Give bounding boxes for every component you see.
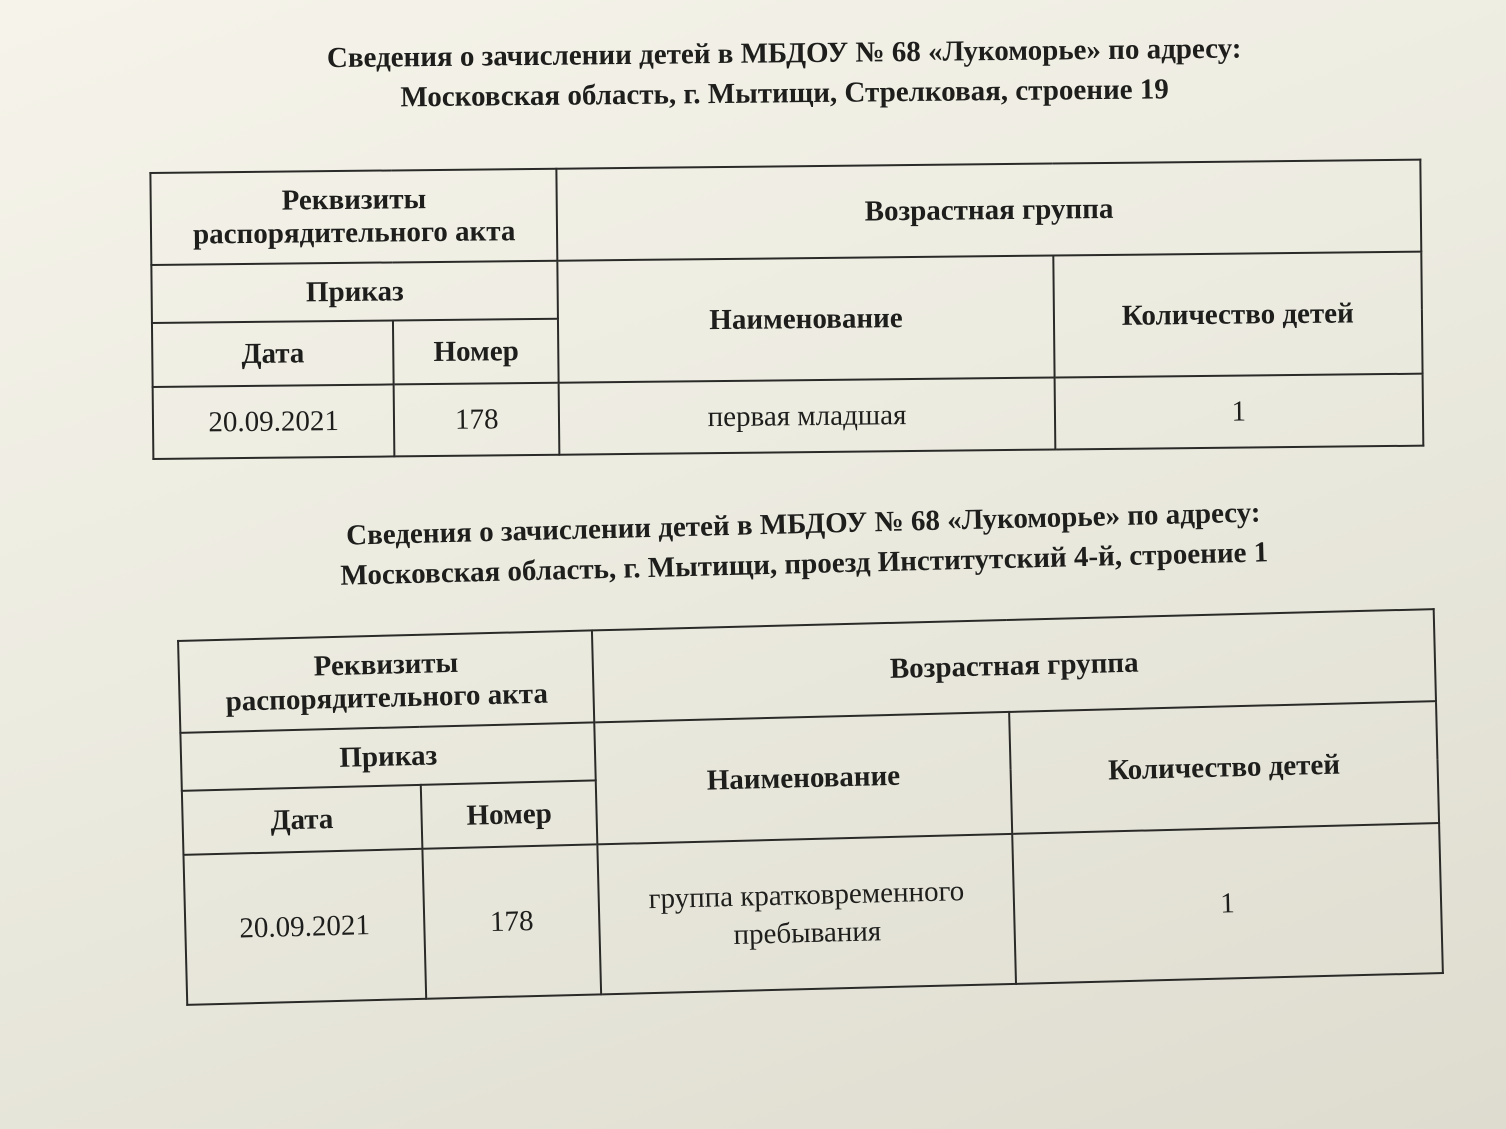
header-order: Приказ xyxy=(151,261,558,323)
section-heading xyxy=(174,488,1434,600)
cell-children-count: 1 xyxy=(1054,374,1423,450)
cell-date: 20.09.2021 xyxy=(153,384,395,459)
enrollment-section-1 xyxy=(148,27,1424,460)
header-age-group: Возрастная группа xyxy=(592,609,1436,722)
table-row xyxy=(183,823,1442,1005)
table-row xyxy=(153,374,1424,459)
header-number: Номер xyxy=(420,780,597,848)
cell-children-count: 1 xyxy=(1012,823,1443,984)
enrollment-section-2 xyxy=(174,488,1444,1006)
header-date: Дата xyxy=(182,785,422,855)
header-name: Наименование xyxy=(595,712,1012,844)
cell-number: 178 xyxy=(394,383,560,457)
cell-group-name: группа кратковременного пребывания xyxy=(598,834,1016,994)
cell-date: 20.09.2021 xyxy=(183,849,425,1005)
header-name: Наименование xyxy=(558,256,1055,383)
header-date: Дата xyxy=(152,320,394,387)
cell-group-name: первая младшая xyxy=(559,378,1055,455)
section-heading xyxy=(148,27,1421,120)
header-number: Номер xyxy=(393,319,559,385)
header-count: Количество детей xyxy=(1009,701,1439,834)
header-requisites: Реквизиты распорядительного акта xyxy=(178,630,595,732)
heading-line-2: Московская область, г. Мытищи, Стрелковая, строение 19 xyxy=(400,73,1169,114)
enrollment-table xyxy=(149,159,1424,460)
header-order: Приказ xyxy=(180,722,596,790)
enrollment-table xyxy=(177,608,1444,1006)
heading-line-1: Сведения о зачислении детей в МБДОУ № 68 «Лукоморье» по адресу: xyxy=(345,496,1261,552)
heading-line-1: Сведения о зачислении детей в МБДОУ № 68 «Лукоморье» по адресу: xyxy=(326,32,1242,75)
header-count: Количество детей xyxy=(1053,252,1423,378)
header-row-requisites xyxy=(150,160,1421,265)
header-requisites: Реквизиты распорядительного акта xyxy=(150,169,557,265)
header-row-order xyxy=(151,252,1422,323)
heading-line-2: Московская область, г. Мытищи, проезд Институтский 4-й, строение 1 xyxy=(340,536,1269,592)
header-age-group: Возрастная группа xyxy=(557,160,1422,261)
cell-number: 178 xyxy=(422,844,602,998)
